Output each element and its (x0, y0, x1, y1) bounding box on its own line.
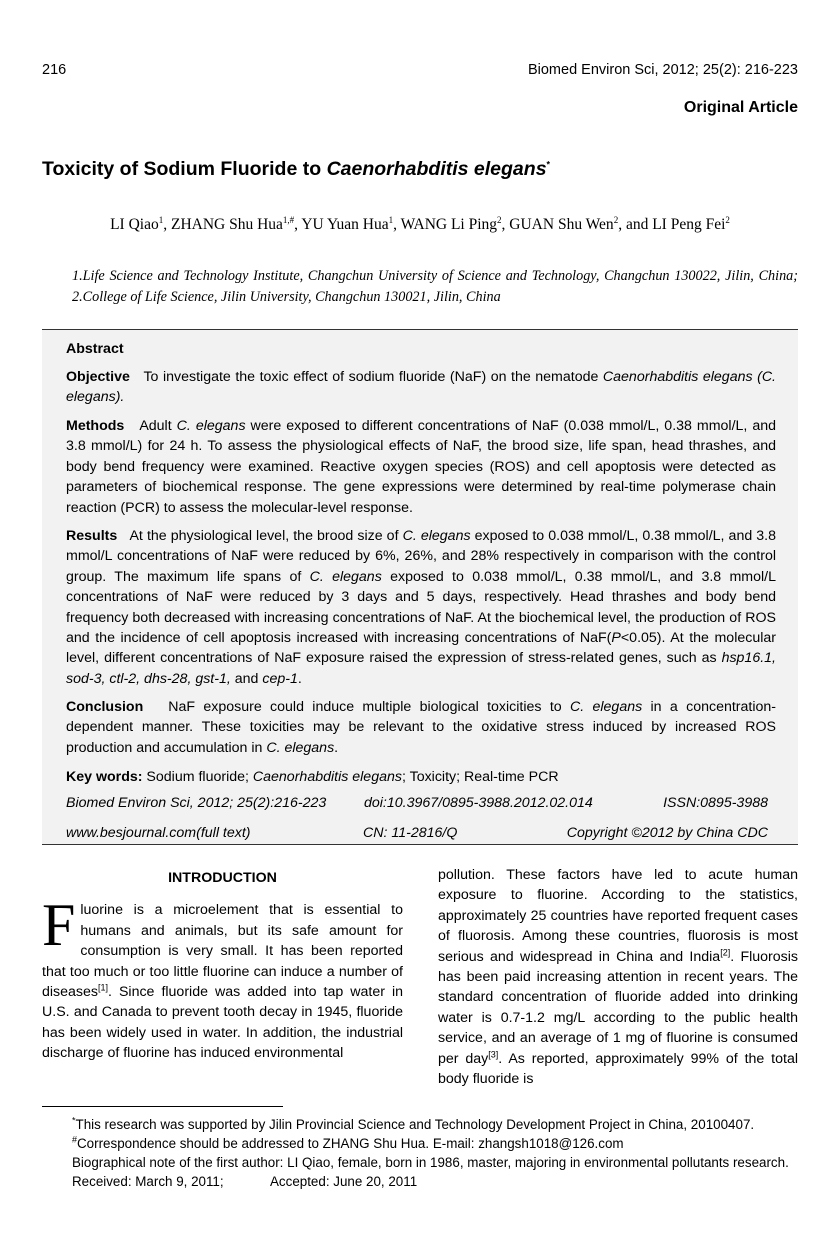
meta-website[interactable]: www.besjournal.com(full text) (66, 825, 251, 841)
abstract-methods: Methods Adult C. elegans were exposed to different concentrations of NaF (0.038 mmol/L, 0.38 mmol/L, and 3.8 mmol/L) for 24 h. To assess the physiological effects of NaF, the brood size, life span, head thrashes, and body bend frequency were examined. Reactive oxygen species (ROS) and cell apoptosis were detected as parameters of biochemical response. The gene expressions were determined by real-time polymerase chain reaction (PCR) to assess the molecular-level response. (66, 418, 777, 516)
page-number: 216 (42, 62, 67, 78)
author: WANG Li Ping$^2$, (400, 214, 510, 233)
reference-link[interactable]: [3] (488, 1048, 499, 1059)
footnote-funding: *This research was supported by Jilin Provincial Science and Technology Development Project in China, 20100407. (72, 1115, 755, 1132)
author: YU Yuan Hua$^1$, (301, 214, 401, 233)
abstract-objective: Objective To investigate the toxic effect of sodium fluoride (NaF) on the nematode Caenorhabditis elegans (C. elegans). (66, 369, 777, 406)
body-column-left (42, 865, 403, 1064)
title-species: Caenorhabditis elegans (326, 158, 547, 180)
author: ZHANG Shu Hua$^{1,\#}$, (170, 214, 302, 233)
reference-link[interactable]: [2] (720, 946, 731, 957)
abstract-box (42, 329, 798, 845)
abstract-keywords: Key words: Sodium fluoride; Caenorhabditis elegans; Toxicity; Real-time PCR (66, 769, 559, 785)
reference-link[interactable]: [1] (98, 982, 109, 993)
footnote-divider (42, 1106, 283, 1107)
meta-cn: CN: 11-2816/Q (363, 825, 458, 841)
meta-doi: doi:10.3967/0895-3988.2012.02.014 (364, 795, 593, 811)
received-date: Received: March 9, 2011; (72, 1174, 224, 1189)
title-main: Toxicity of Sodium Fluoride to (42, 158, 327, 180)
body-column-right (438, 865, 798, 1089)
drop-cap: F (42, 892, 76, 959)
article-type: Original Article (683, 99, 798, 116)
author-list (42, 216, 798, 234)
meta-copyright: Copyright ©2012 by China CDC (566, 825, 768, 841)
journal-citation: Biomed Environ Sci, 2012; 25(2): 216-223 (527, 62, 798, 78)
section-heading-introduction: INTRODUCTION (168, 870, 277, 886)
abstract-results: Results At the physiological level, the brood size of C. elegans exposed to 0.038 mmol/L, 0.38 mmol/L, and 3.8 mmol/L concentrations of NaF were reduced by 6%, 26%, and 28% respectively in comparison with the control group. The maximum life spans of C. elegans exposed to 0.038 mmol/L, 0.38 mmol/L, and 3.8 mmol/L concentrations of NaF were reduced by 3 days and 5 days, respectively. Head thrashes and body bend frequency both decreased with increasing concentrations of NaF. At the biochemical level, the production of ROS and the incidence of cell apoptosis increased with increasing concentrations of NaF(P<0.05). At the molecular level, different concentrations of NaF exposure raised the expression of stress-related genes, such as hsp16.1, sod-3, ctl-2, dhs-28, gst-1, and cep-1. (66, 528, 777, 687)
abstract-heading: Abstract (66, 341, 124, 357)
article-title (42, 158, 550, 181)
affiliations: 1.Life Science and Technology Institute, Changchun University of Science and Technology, Changchun 130022, Jilin, China; 2.College of Life Science, Jilin University, Changchun 130021, Jilin, China (72, 268, 798, 305)
title-footnote-mark: * (546, 159, 551, 170)
footnote-correspondence: #Correspondence should be addressed to ZHANG Shu Hua. E-mail: zhangsh1018@126.com (72, 1134, 624, 1151)
abstract-conclusion: Conclusion NaF exposure could induce multiple biological toxicities to C. elegans in a concentration-dependent manner. These toxicities may be relevant to the oxidative stress induced by increased ROS production and accumulation in C. elegans. (66, 699, 777, 756)
meta-citation: Biomed Environ Sci, 2012; 25(2):216-223 (66, 795, 327, 811)
intro-paragraph: Fluorine is a microelement that is essential to humans and animals, but its safe amount for consumption is very small. It has been reported that too much or too little fluorine can induce a number of diseases[1]. Since fluoride was added into tap water in U.S. and Canada to prevent tooth decay in 1945, fluoride has been widely used in water. In addition, the industrial discharge of fluorine has induced environmental (42, 892, 403, 1062)
footnote-biography: Biographical note of the first author: LI Qiao, female, born in 1986, master, majoring in environmental pollutants research. (72, 1155, 789, 1170)
meta-issn: ISSN:0895-3988 (663, 795, 768, 811)
author: LI Peng Fei$^2$ (652, 214, 730, 233)
footnote-dates (42, 1172, 798, 1191)
author-and: and (625, 216, 649, 233)
footnotes (42, 1115, 798, 1191)
intro-paragraph-continued: pollution. These factors have led to acute human exposure to fluorine. According to the statistics, approximately 25 countries have reported frequent cases of fluorosis. Among these countries, fluorosis is most serious and widespread in China and India[2]. Fluorosis has been paid increasing attention in recent years. The standard concentration of fluoride added into drinking water is 0.7-1.2 mg/L according to the public health service, and an average of 1 mg of fluorine is consumed per day[3]. As reported, approximately 99% of the total body fluoride is (438, 867, 798, 1088)
author: LI Qiao$^1$, (110, 214, 171, 233)
accepted-date: Accepted: June 20, 2011 (270, 1174, 418, 1189)
author: GUAN Shu Wen$^2$, (509, 214, 626, 233)
